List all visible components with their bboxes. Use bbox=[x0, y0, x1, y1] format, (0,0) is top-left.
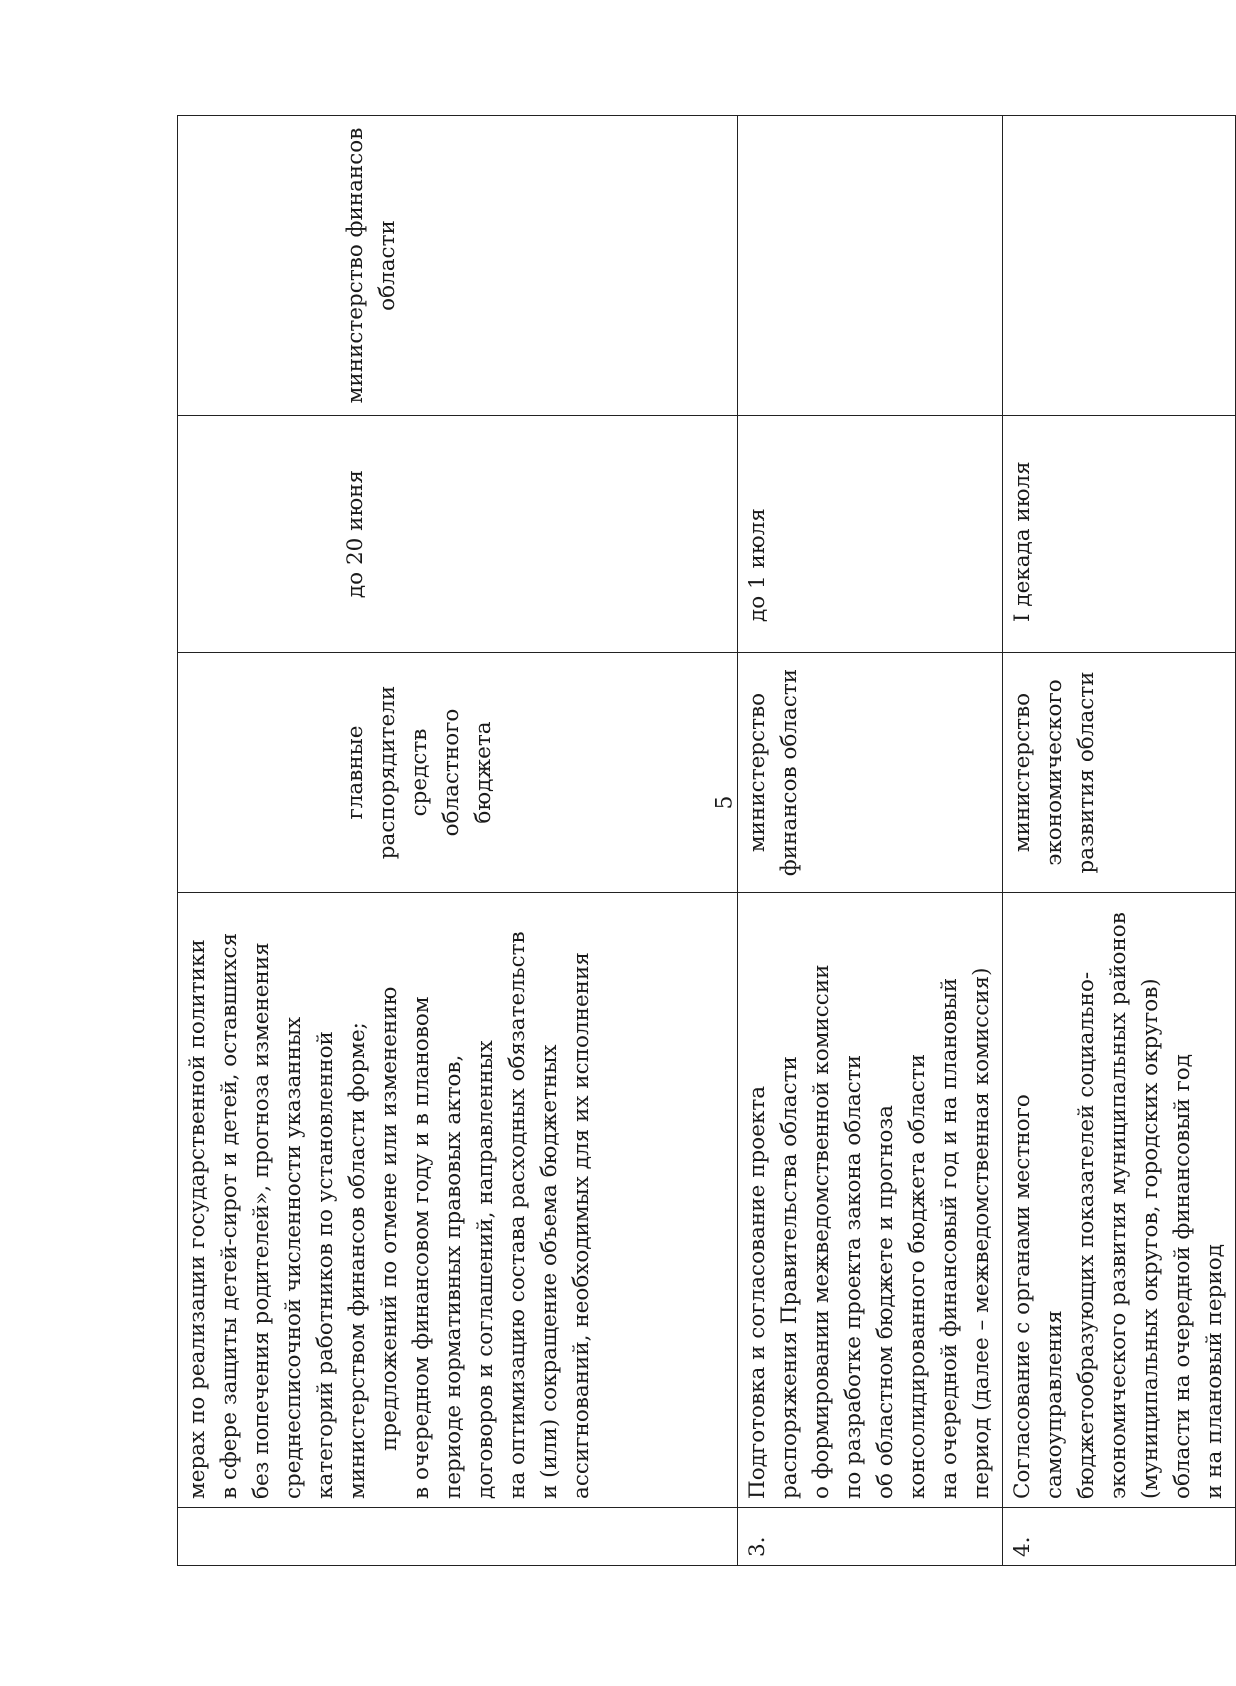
rotated-table-wrapper bbox=[177, 116, 1227, 1566]
activity-text bbox=[178, 893, 738, 1508]
executor-cell: главные распорядители средств областного бюджета bbox=[178, 653, 738, 893]
activity-text-part-a: мерах по реализации государственной политики в сфере защиты детей-сирот и детей, оставшихся без попечения родителей», прогноза изменения среднесписочной численности указанных категорий работников по установленной министерством финансов области форме; bbox=[185, 932, 370, 1499]
page-number: 5 bbox=[712, 795, 738, 810]
deadline-cell: до 1 июля bbox=[738, 416, 1003, 653]
responsible-cell bbox=[1003, 116, 1236, 416]
responsible-cell bbox=[738, 116, 1003, 416]
activity-text: Согласование с органами местного самоуправления бюджетообразующих показателей социально- экономического развития муниципальных районов (муниципальных округов, городских округов) области на очередной финансовый год и на плановый период bbox=[1003, 893, 1236, 1508]
plan-table bbox=[177, 115, 1236, 1566]
activity-text-part-b: предложений по отмене или изменению в очередном финансовом году и в плановом периоде нормативных правовых актов, договоров и соглашений, направленных на оптимизацию состава расходных обязательств и (или) сокращение объема бюджетных ассигнований, необходимых для их исполнения bbox=[377, 931, 594, 1499]
table-row bbox=[178, 116, 738, 1566]
row-number: 4. bbox=[1003, 1508, 1236, 1566]
deadline-cell: I декада июля bbox=[1003, 416, 1236, 653]
row-number bbox=[178, 1508, 738, 1566]
deadline-cell: до 20 июня bbox=[178, 416, 738, 653]
executor-cell: министерство экономического развития области bbox=[1003, 653, 1236, 893]
table-row bbox=[1003, 116, 1236, 1566]
responsible-cell: министерство финансов области bbox=[178, 116, 738, 416]
activity-text: Подготовка и согласование проекта распоряжения Правительства области о формировании межведомственной комиссии по разработке проекта закона области об областном бюджете и прогноза консолидированного бюджета области на очередной финансовый год и на плановый период (далее – межведомственная комиссия) bbox=[738, 893, 1003, 1508]
row-number: 3. bbox=[738, 1508, 1003, 1566]
table-row bbox=[738, 116, 1003, 1566]
executor-cell: министерство финансов области bbox=[738, 653, 1003, 893]
